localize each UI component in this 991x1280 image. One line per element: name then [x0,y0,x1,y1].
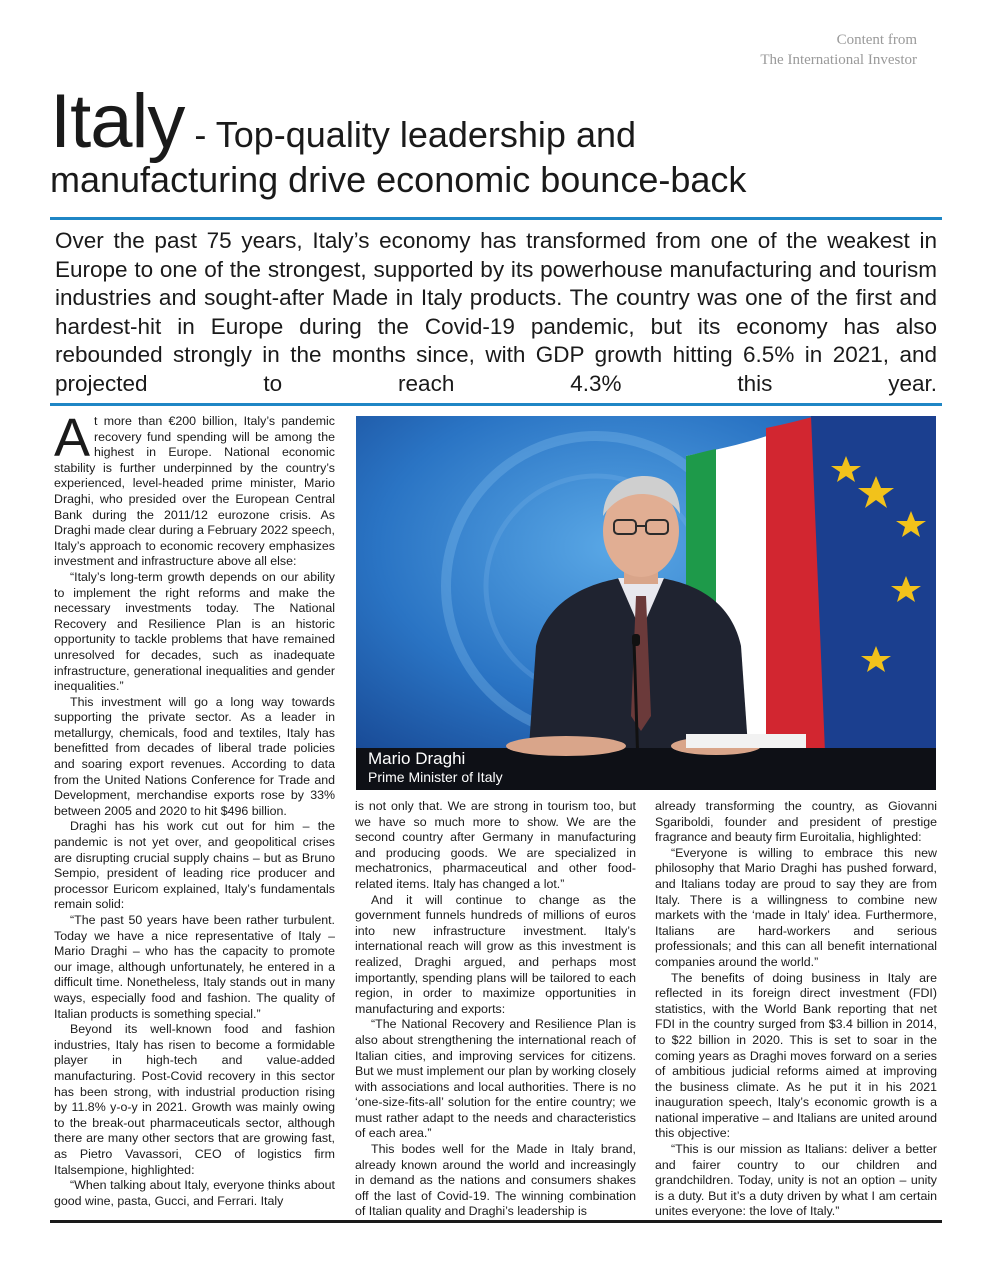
source-line-2: The International Investor [760,52,917,68]
paragraph: “The National Recovery and Resilience Plan is also about strengthening the international reach of Italian cities, and improving services for citizens. But we must implement our plan by working closely with associations and local authorities. There is no ‘one-size-fits-all’ solution for the entire country; we must rather adapt to the needs and characteristics of each area.” [355,1017,636,1141]
paragraph: “When talking about Italy, everyone thinks about good wine, pasta, Gucci, and Ferrari. Italy [54,1178,335,1208]
headline [50,80,950,202]
bottom-rule [50,1220,942,1223]
standfirst [55,227,937,398]
paragraph: “This is our mission as Italians: deliver a better and fairer country to our children and grandchildren. Today, unity is not an option – unity is a duty. But it’s a duty driven by what I am certain unites everyone: the love of Italy.” [655,1142,937,1219]
photo-illustration [356,416,936,790]
paragraph: “Italy’s long-term growth depends on our ability to implement the right reforms and make the necessary investments today. The National Recovery and Resilience Plan is an historic opportunity to tackle problems that have remained unresolved for decades, such as inadequate infrastructure, generational inequalities and gender inequalities.” [54,569,335,694]
paragraph: already transforming the country, as Giovanni Sgariboldi, founder and president of prestige fragrance and beauty firm Euroitalia, highlighted: [655,799,937,845]
standfirst-text: Over the past 75 years, Italy’s economy has transformed from one of the weakest in Europe to one of the strongest, supported by its powerhouse manufacturing and tourism industries and sought-after Made in Italy products. The country was one of the first and hardest-hit in Europe during the Covid-19 pandemic, but its economy has also rebounded strongly in the months since, with GDP growth hitting 6.5% in 2021, and projected to reach 4.3% this year. [55,228,937,396]
headline-title-part1: - Top-quality leadership and [184,114,637,155]
headline-title-part2: manufacturing drive economic bounce-back [50,159,747,200]
paragraph: “The past 50 years have been rather turbulent. Today we have a nice representative of Italy – Mario Draghi – who has the capacity to promote our image, although unfortunately, he entered in a difficult time. Nonetheless, Italy stands out in many ways, especially food and fashion. The quality of Italian products is something special.” [54,913,335,1021]
standfirst-rule [50,403,942,406]
paragraph: This investment will go a long way towards supporting the private sector. As a leader in metallurgy, chemicals, food and textiles, Italy has benefitted from decades of liberal trade policies and soaring export revenues. According to data from the United Nations Conference for Trade and Development, merchandise exports rose by 33% between 2005 and 2020 to hit $496 billion. [54,694,335,818]
article-column-3 [655,799,937,1219]
drop-cap: A [54,414,91,468]
source-line-1: Content from [836,32,917,48]
top-rule [50,217,942,220]
paragraph: At more than €200 billion, Italy’s pandemic recovery fund spending will be among the highest in Europe. National economic stability is further underpinned by the country’s experienced, level-headed prime minister, Mario Draghi, who presided over the European Central Bank during the 2011/12 eurozone crisis. As Draghi made clear during a February 2022 speech, Italy’s approach to economic recovery emphasizes investment and infrastructure above all else: [54,414,335,569]
caption-role: Prime Minister of Italy [368,769,503,785]
paragraph: is not only that. We are strong in tourism too, but we have so much more to show. We are the second country after Germany in manufacturing and producing goods. We are specialized in mechatronics, pharmaceutical and other food-related items. Italy has changed a lot.” [355,799,636,891]
article-column-1 [54,414,335,1218]
photo-caption [356,743,513,790]
photo-mario-draghi [356,416,936,790]
paragraph: “Everyone is willing to embrace this new philosophy that Mario Draghi has pushed forward, and Italians today are proud to say they are from Italy. There is a willingness to combine new markets with the ‘made in Italy’ idea. Furthermore, Italians are hard-workers and serious professionals; and this can all benefit international companies around the world.” [655,845,937,969]
article-column-2 [355,799,636,1219]
paragraph: And it will continue to change as the government funnels hundreds of millions of euros into new infrastructure investment. Italy’s international reach will grow as this investment is realized, Draghi argued, and perhaps most importantly, spending plans will be tailored to each region, in order to maximize opportunities in manufacturing and exports: [355,892,636,1016]
source-credit [657,30,917,70]
paragraph: The benefits of doing business in Italy are reflected in its foreign direct investment (FDI) statistics, with the World Bank reporting that net FDI in the country surged from $3.4 billion in 2014, to $22 billion in 2020. This is set to soar in the coming years as Draghi moves forward on a series of ambitious judicial reforms aimed at improving the business climate. As he put it in his 2021 inauguration speech, Italy’s economic growth is a national imperative – and Italians are united around this objective: [655,970,937,1141]
caption-name: Mario Draghi [368,749,466,768]
paragraph: Beyond its well-known food and fashion industries, Italy has risen to become a formidable player in high-tech and value-added manufacturing. Post-Covid recovery in this sector has been strong, with industrial production rising by 11.8% y-o-y in 2021. Growth was mainly owing to the break-out pharmaceuticals sector, although there are many other sectors that are growing fast, as Pietro Vavassori, CEO of logistics firm Italsempione, highlighted: [54,1022,335,1177]
headline-country: Italy [50,79,185,164]
paragraph: This bodes well for the Made in Italy brand, already known around the world and increasingly in demand as the nations and consumers shakes off the last of Covid-19. The winning combination of Italian quality and Draghi’s leadership is [355,1142,636,1219]
paragraph: Draghi has his work cut out for him – the pandemic is not yet over, and geopolitical crises are disrupting crucial supply chains – but as Bruno Sempio, president of leading rice producer and processor Euricom explained, Italy’s fundamentals remain solid: [54,819,335,912]
